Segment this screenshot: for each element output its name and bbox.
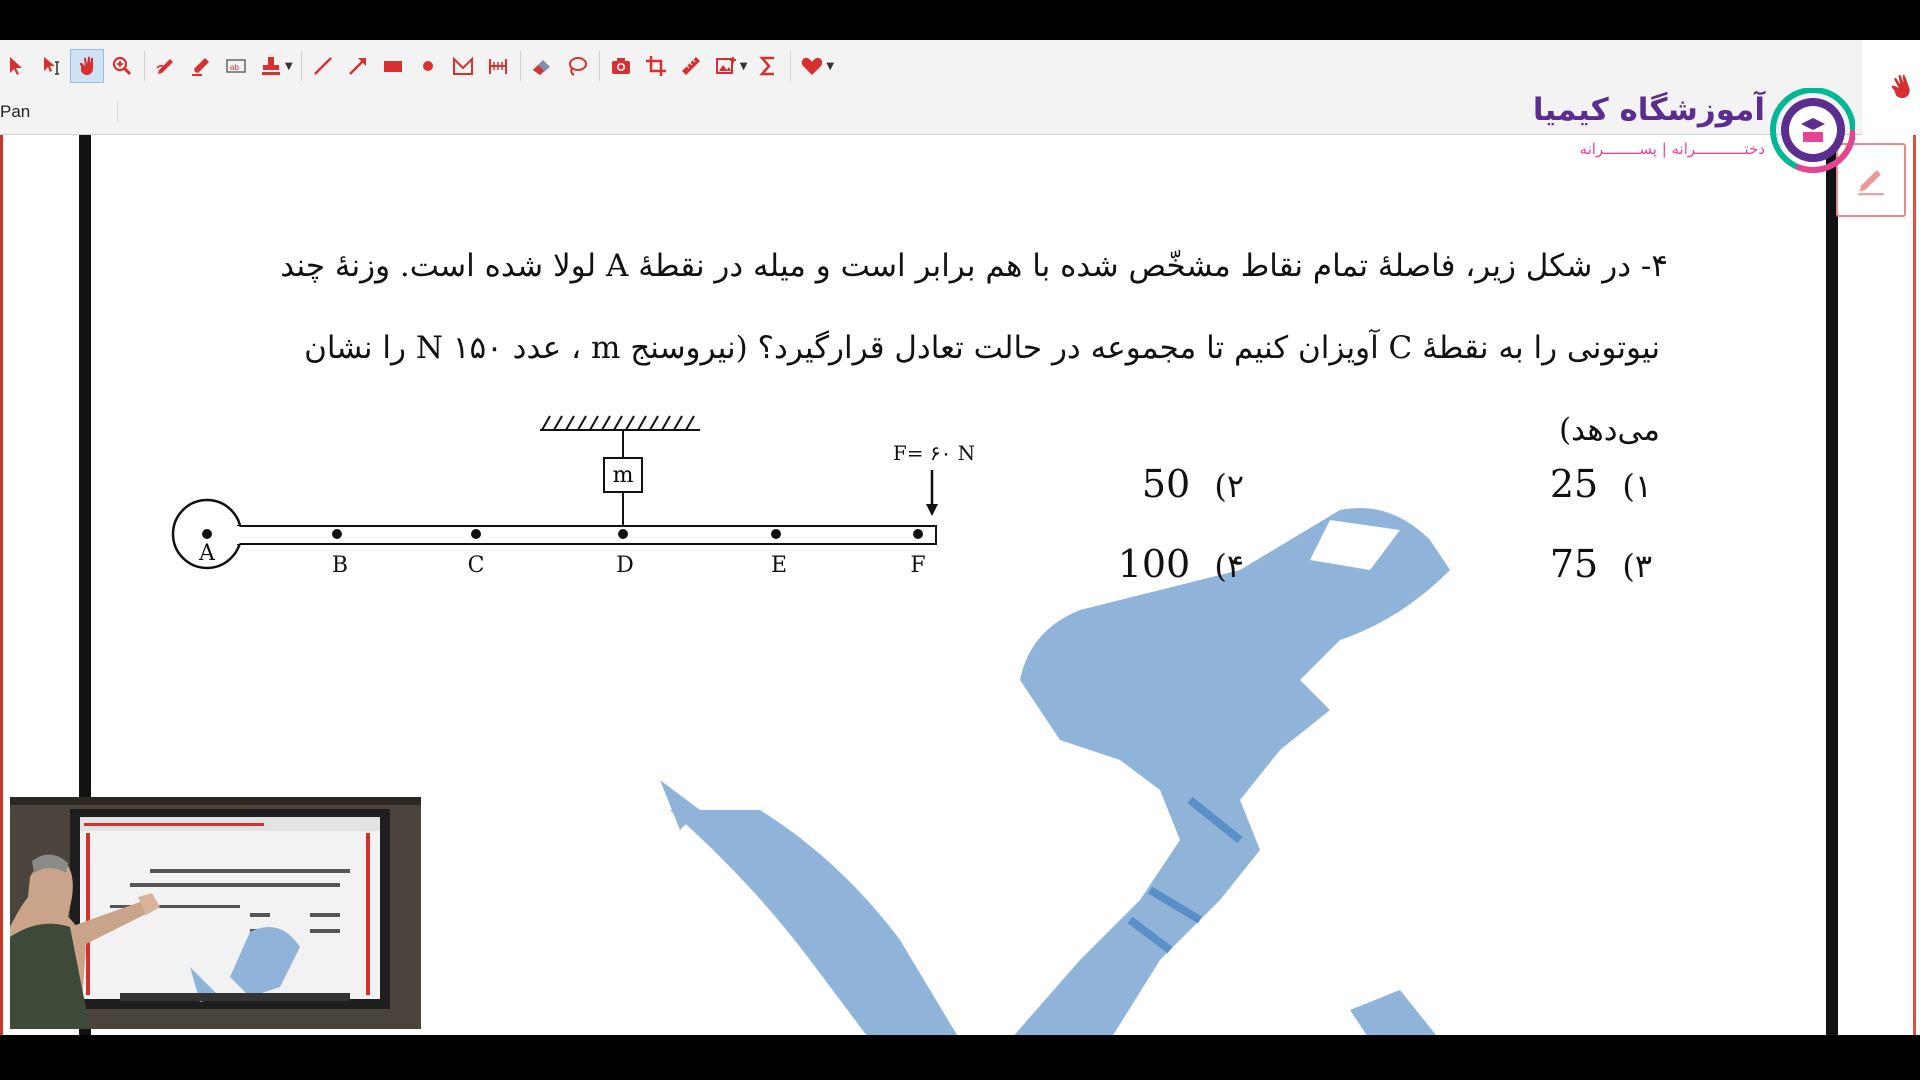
option-3-number: ۳): [1622, 547, 1652, 585]
page-right-border: [1826, 135, 1838, 1035]
ellipse-button[interactable]: [411, 49, 445, 83]
insert-image-button[interactable]: [709, 49, 743, 83]
select-text-icon: [40, 54, 64, 78]
ruler-button[interactable]: [674, 49, 708, 83]
highlighter-icon: [189, 54, 213, 78]
left-edge-line: [0, 135, 3, 1035]
toolbar-separator: [520, 51, 521, 81]
mode-divider: [117, 100, 118, 122]
favorites-dropdown-caret[interactable]: ▼: [826, 60, 835, 72]
polyline-button[interactable]: [446, 49, 480, 83]
highlighter-button[interactable]: [184, 49, 218, 83]
point-label-d: D: [616, 553, 634, 578]
zoom-icon: [110, 54, 134, 78]
top-black-bar: [0, 0, 1920, 40]
camera-icon: [609, 54, 633, 78]
logo-title: آموزشگاه کیمیا: [1532, 92, 1765, 128]
lasso-icon: [565, 54, 589, 78]
pencil-icon: [1854, 163, 1888, 197]
select-arrow-icon: [5, 54, 29, 78]
option-4[interactable]: [1112, 542, 1244, 586]
measure-icon: [486, 54, 510, 78]
toolbar-separator: [144, 51, 145, 81]
option-4-value: 100: [1117, 542, 1191, 586]
select-arrow-button[interactable]: [0, 49, 34, 83]
school-logo: [1532, 88, 1855, 176]
current-mode-label: Pan: [0, 102, 31, 121]
question-line-2: نیوتونی را به نقطهٔ C آویزان کنیم تا مجموعه در حالت تعادل قرارگیرد؟ (نیروسنج m ، عدد ۱۵۰ N را نشان می‌دهد): [304, 330, 1660, 448]
toolbar-separator: [301, 51, 302, 81]
mass-label: m: [612, 463, 634, 488]
measure-button[interactable]: [481, 49, 515, 83]
option-2-number: ۲): [1214, 467, 1244, 505]
pan-hand-icon: [75, 54, 99, 78]
rectangle-button[interactable]: [376, 49, 410, 83]
favorites-button[interactable]: [795, 49, 829, 83]
option-1[interactable]: [1540, 462, 1652, 506]
toolbar-row: [0, 46, 838, 86]
option-3[interactable]: [1540, 542, 1652, 586]
force-label: F= ۶۰ N: [892, 441, 976, 465]
arrow-button[interactable]: [341, 49, 375, 83]
lasso-button[interactable]: [560, 49, 594, 83]
insert-image-dropdown-caret[interactable]: ▼: [739, 60, 748, 72]
logo-subtitle: دختـــــــــــرانه | پســــــــرانه: [1579, 140, 1765, 158]
svg-text:ab: ab: [230, 63, 239, 72]
ellipse-icon: [416, 54, 440, 78]
stamp-dropdown-caret[interactable]: ▼: [285, 60, 293, 72]
text-box-icon: [224, 54, 248, 78]
point-label-a: A: [199, 541, 215, 566]
pan-hand-icon[interactable]: [1886, 72, 1916, 102]
option-1-number: ۱): [1622, 467, 1652, 505]
option-4-number: ۴): [1214, 547, 1244, 585]
point-label-b: B: [331, 553, 349, 578]
polyline-icon: [451, 54, 475, 78]
zoom-button[interactable]: [105, 49, 139, 83]
crop-icon: [644, 54, 668, 78]
sigma-button[interactable]: [751, 49, 785, 83]
point-labels: [198, 541, 926, 578]
eraser-icon: [530, 54, 554, 78]
option-3-value: 75: [1549, 542, 1599, 586]
camera-button[interactable]: [604, 49, 638, 83]
rod: [238, 526, 936, 544]
pen-button[interactable]: [149, 49, 183, 83]
sigma-icon: [756, 54, 780, 78]
arrow-icon: [346, 54, 370, 78]
crop-button[interactable]: [639, 49, 673, 83]
text-box-button[interactable]: [219, 49, 253, 83]
heart-icon: [800, 54, 824, 78]
point-label-c: C: [467, 553, 485, 578]
point-label-f: F: [910, 553, 926, 578]
option-1-value: 25: [1549, 462, 1599, 506]
line-button[interactable]: [306, 49, 340, 83]
line-icon: [311, 54, 335, 78]
select-text-button[interactable]: [35, 49, 69, 83]
toolbar-separator: [599, 51, 600, 81]
stamp-icon: [259, 54, 283, 78]
pen-icon: [154, 54, 178, 78]
ruler-icon: [679, 54, 703, 78]
option-2[interactable]: [1130, 462, 1244, 506]
insert-image-icon: [714, 54, 738, 78]
webcam-overlay: [10, 797, 421, 1029]
stamp-button[interactable]: [254, 49, 288, 83]
point-label-e: E: [770, 553, 788, 578]
pan-hand-button[interactable]: [70, 49, 104, 83]
eraser-button[interactable]: [525, 49, 559, 83]
force-arrowhead: [926, 504, 938, 516]
rectangle-icon: [381, 54, 405, 78]
option-2-value: 50: [1141, 462, 1191, 506]
lever-diagram: [160, 400, 1000, 600]
bottom-black-bar: [0, 1035, 1920, 1080]
toolbar-separator: [790, 51, 791, 81]
right-edge-line: [1913, 135, 1916, 1035]
question-line-1: ۴- در شکل زیر، فاصلهٔ تمام نقاط مشخّص شده با هم برابر است و میله در نقطهٔ A لولا شده است. وزنهٔ چند: [280, 248, 1668, 284]
